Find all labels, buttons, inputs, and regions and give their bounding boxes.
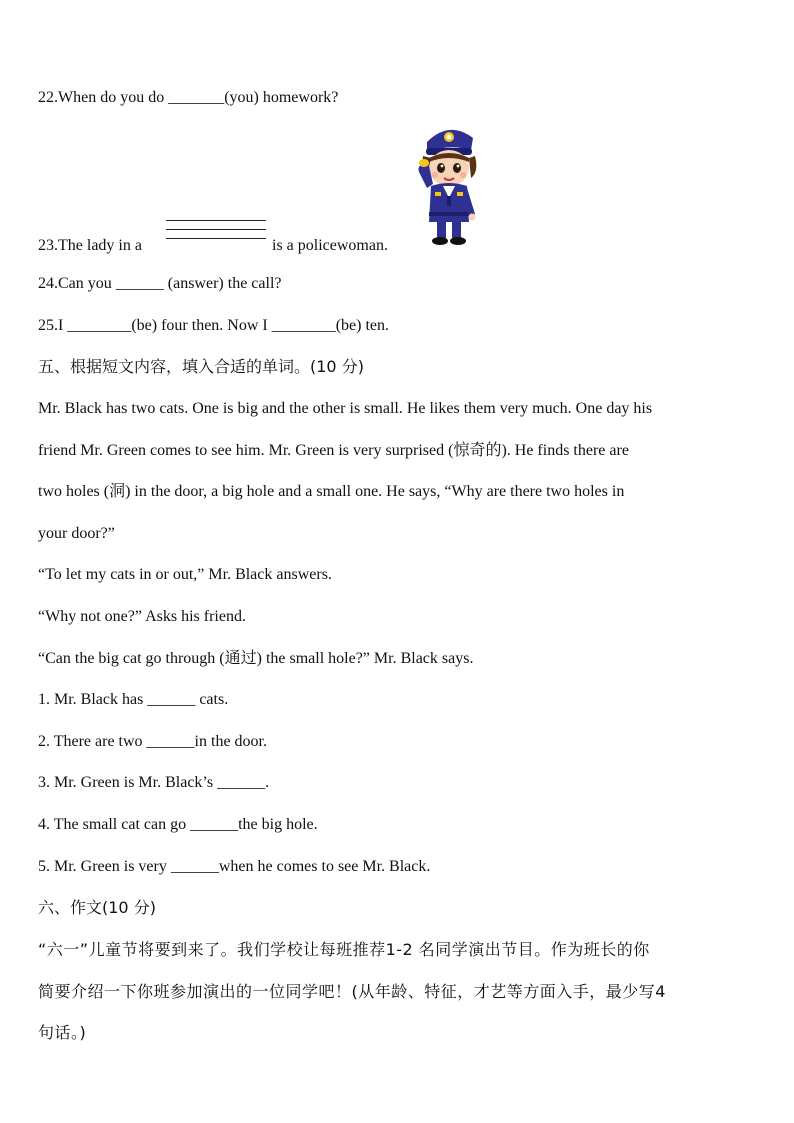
comprehension-question: 3. Mr. Green is Mr. Black’s ______.: [38, 774, 270, 791]
question-23-prefix: 23.The lady in a: [38, 237, 142, 254]
question-25: 25.I ________(be) four then. Now I ________(be) ten.: [38, 317, 390, 334]
comprehension-question: 1. Mr. Black has ______ cats.: [38, 691, 229, 708]
comprehension-question: 2. There are two ______in the door.: [38, 733, 267, 750]
composition-prompt-line: 简要介绍一下你班参加演出的一位同学吧！(从年龄、特征，才艺等方面入手，最少写4: [38, 982, 666, 1001]
composition-prompt-line: “六一”儿童节将要到来了。我们学校让每班推荐1-2 名同学演出节目。作为班长的你: [38, 940, 650, 959]
passage-line: “Can the big cat go through (通过) the small hole?” Mr. Black says.: [38, 650, 474, 667]
comprehension-question: 4. The small cat can go ______the big hole.: [38, 816, 318, 833]
passage-line: “Why not one?” Asks his friend.: [38, 608, 246, 625]
comprehension-question: 5. Mr. Green is very ______when he comes to see Mr. Black.: [38, 858, 431, 875]
answer-blank-lines[interactable]: [166, 220, 266, 252]
passage-line: friend Mr. Green comes to see him. Mr. Green is very surprised (惊奇的). He finds there are: [38, 442, 629, 459]
passage-line: your door?”: [38, 525, 115, 542]
passage-line: Mr. Black has two cats. One is big and the other is small. He likes them very much. One day his: [38, 400, 653, 417]
question-23-suffix: is a policewoman.: [272, 237, 388, 254]
passage-line: “To let my cats in or out,” Mr. Black answers.: [38, 566, 332, 583]
section-6-title: 六、作文(10 分): [38, 898, 156, 917]
composition-prompt-line: 句话。): [38, 1023, 87, 1042]
section-5-title: 五、根据短文内容，填入合适的单词。(10 分): [38, 357, 364, 376]
policewoman-icon: [413, 122, 485, 252]
question-24: 24.Can you ______ (answer) the call?: [38, 275, 282, 292]
question-22: 22.When do you do _______(you) homework?: [38, 89, 339, 106]
question-23: [38, 236, 142, 256]
passage-line: two holes (洞) in the door, a big hole and a small one. He says, “Why are there two holes in: [38, 483, 625, 500]
